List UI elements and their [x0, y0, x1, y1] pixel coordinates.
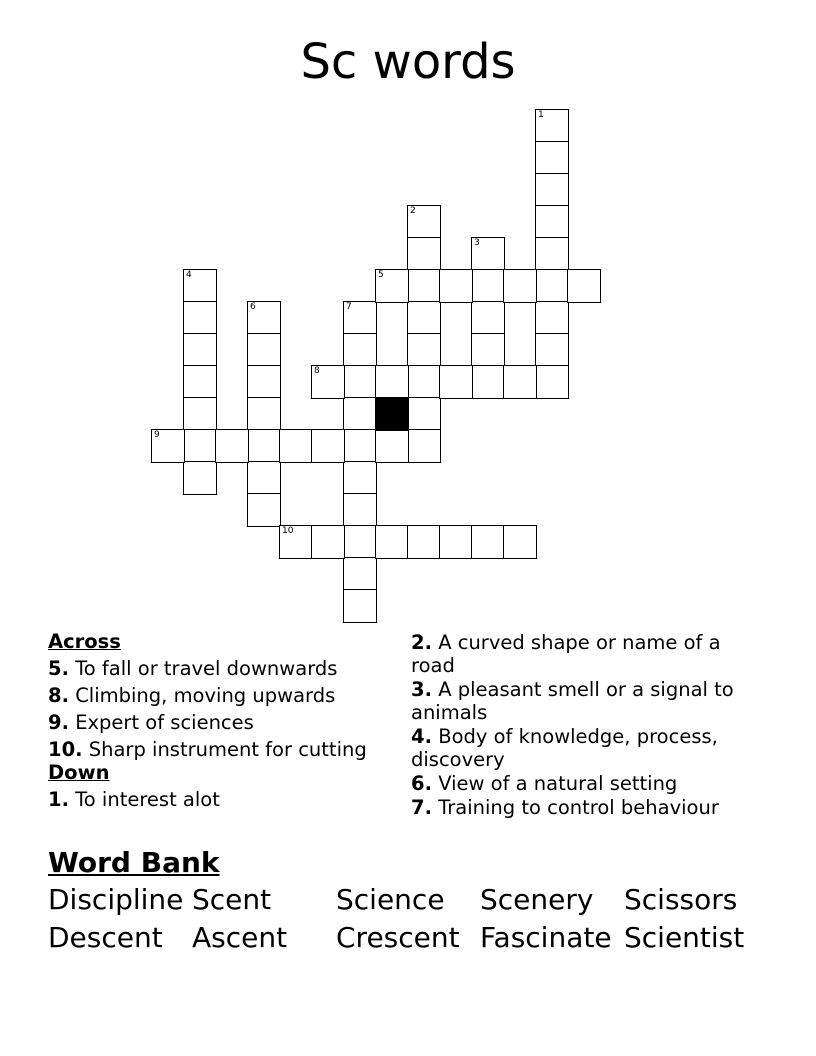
- crossword-cell[interactable]: [184, 398, 216, 430]
- page-title: Sc words: [300, 34, 516, 90]
- clue-across-9: [48, 711, 398, 734]
- crossword-cell[interactable]: [280, 526, 312, 558]
- crossword-cell[interactable]: [344, 366, 376, 398]
- clues-section: [0, 630, 816, 840]
- clue-number: 10.: [48, 738, 83, 761]
- word-bank-word: Descent: [48, 921, 163, 954]
- crossword-cell[interactable]: [344, 590, 376, 622]
- clue-down-6: [411, 772, 756, 795]
- crossword-cell[interactable]: [184, 430, 216, 462]
- crossword-cell[interactable]: [536, 110, 568, 142]
- crossword-cell[interactable]: [408, 366, 440, 398]
- crossword-cell[interactable]: [280, 430, 312, 462]
- word-bank-word: Ascent: [192, 921, 288, 954]
- clue-text: To interest alot: [75, 788, 220, 811]
- crossword-cell[interactable]: [248, 366, 280, 398]
- clue-number: 1.: [48, 788, 69, 811]
- crossword-cell[interactable]: [472, 526, 504, 558]
- crossword-cell[interactable]: [440, 270, 472, 302]
- crossword-cell[interactable]: [408, 398, 440, 430]
- crossword-cell[interactable]: [536, 174, 568, 206]
- crossword-cell[interactable]: [504, 270, 536, 302]
- clue-down-3: [411, 678, 756, 724]
- clues-left-column: [48, 630, 398, 811]
- clue-text: To fall or travel downwards: [75, 657, 338, 680]
- clue-text: Training to control behaviour: [438, 796, 719, 819]
- crossword-cell[interactable]: [312, 430, 344, 462]
- crossword-cell[interactable]: [472, 302, 504, 334]
- clue-across-8: [48, 684, 398, 707]
- across-heading: Across: [48, 630, 121, 653]
- crossword-cell[interactable]: [568, 270, 600, 302]
- clue-text: Body of knowledge, process, discovery: [411, 725, 718, 771]
- crossword-cell[interactable]: [248, 302, 280, 334]
- crossword-cell[interactable]: [184, 366, 216, 398]
- crossword-cell[interactable]: [408, 238, 440, 270]
- clue-number-label: 8: [314, 366, 320, 376]
- clue-text: A curved shape or name of a road: [411, 631, 721, 677]
- crossword-cell[interactable]: [536, 238, 568, 270]
- crossword-cell[interactable]: [536, 206, 568, 238]
- clue-down-4: [411, 725, 756, 771]
- crossword-cell[interactable]: [344, 398, 376, 430]
- clue-number-label: 7: [346, 302, 352, 312]
- clue-number: 9.: [48, 711, 69, 734]
- crossword-cell[interactable]: [248, 494, 280, 526]
- clue-number: 4.: [411, 725, 432, 748]
- crossword-cell[interactable]: [376, 270, 408, 302]
- word-bank-word: Science: [336, 883, 445, 916]
- crossword-cell[interactable]: [472, 366, 504, 398]
- crossword-cell[interactable]: [408, 270, 440, 302]
- crossword-cell[interactable]: [248, 430, 280, 462]
- crossword-cell[interactable]: [184, 270, 216, 302]
- clue-down-2: [411, 631, 756, 677]
- clue-number: 3.: [411, 678, 432, 701]
- clue-text: A pleasant smell or a signal to animals: [411, 678, 734, 724]
- crossword-cell[interactable]: [536, 334, 568, 366]
- clue-number: 7.: [411, 796, 432, 819]
- crossword-cell[interactable]: [536, 142, 568, 174]
- clue-text: Sharp instrument for cutting: [88, 738, 367, 761]
- word-bank-list: [48, 881, 768, 957]
- clue-across-5: [48, 657, 398, 680]
- black-square: [376, 398, 408, 430]
- clue-number-label: 3: [474, 238, 480, 248]
- crossword-cell[interactable]: [536, 302, 568, 334]
- clue-number: 8.: [48, 684, 69, 707]
- crossword-cell[interactable]: [184, 462, 216, 494]
- clue-down-7: [411, 796, 756, 819]
- word-bank-title: Word Bank: [48, 846, 220, 879]
- clue-number: 2.: [411, 631, 432, 654]
- crossword-cell[interactable]: [408, 302, 440, 334]
- word-bank-word: Scissors: [624, 883, 738, 916]
- clue-number-label: 2: [410, 206, 416, 216]
- clue-number: 5.: [48, 657, 69, 680]
- down-heading: Down: [48, 761, 110, 784]
- crossword-cell[interactable]: [472, 334, 504, 366]
- crossword-cell[interactable]: [408, 430, 440, 462]
- clue-text: Climbing, moving upwards: [75, 684, 336, 707]
- crossword-cell[interactable]: [344, 526, 376, 558]
- clue-number-label: 6: [250, 302, 256, 312]
- crossword-cell[interactable]: [184, 302, 216, 334]
- clue-across-10: [48, 738, 398, 761]
- crossword-cell[interactable]: [344, 558, 376, 590]
- clue-number-label: 10: [282, 526, 294, 536]
- crossword-cell[interactable]: [344, 430, 376, 462]
- crossword-cell[interactable]: [344, 494, 376, 526]
- clue-number: 6.: [411, 772, 432, 795]
- crossword-cell[interactable]: [408, 206, 440, 238]
- clue-down-1: [48, 788, 398, 811]
- clues-right-column: [411, 630, 756, 820]
- clue-text: View of a natural setting: [438, 772, 678, 795]
- clue-number-label: 1: [538, 110, 544, 120]
- crossword-cell[interactable]: [344, 334, 376, 366]
- crossword-cell[interactable]: [216, 430, 248, 462]
- word-bank-word: Discipline: [48, 883, 184, 916]
- word-bank-word: Fascinate: [480, 921, 612, 954]
- crossword-cell[interactable]: [376, 430, 408, 462]
- crossword-cell[interactable]: [344, 302, 376, 334]
- crossword-cell[interactable]: [376, 526, 408, 558]
- crossword-cell[interactable]: [472, 238, 504, 270]
- crossword-cell[interactable]: [248, 462, 280, 494]
- clue-text: Expert of sciences: [75, 711, 254, 734]
- word-bank: [48, 846, 768, 957]
- clue-number-label: 5: [378, 270, 384, 280]
- crossword-cell[interactable]: [248, 334, 280, 366]
- crossword-cell[interactable]: [504, 366, 536, 398]
- crossword-cell[interactable]: [440, 366, 472, 398]
- word-bank-word: Scent: [192, 883, 272, 916]
- crossword-cell[interactable]: [504, 526, 536, 558]
- crossword-cell[interactable]: [344, 462, 376, 494]
- crossword-cell[interactable]: [536, 366, 568, 398]
- clue-number-label: 9: [154, 430, 160, 440]
- word-bank-word: Crescent: [336, 921, 460, 954]
- clue-number-label: 4: [186, 270, 192, 280]
- word-bank-word: Scenery: [480, 883, 594, 916]
- crossword-cell[interactable]: [536, 270, 568, 302]
- crossword-cell[interactable]: [312, 526, 344, 558]
- crossword-cell[interactable]: [312, 366, 344, 398]
- crossword-cell[interactable]: [472, 270, 504, 302]
- crossword-cell[interactable]: [440, 526, 472, 558]
- word-bank-word: Scientist: [624, 921, 745, 954]
- crossword-cell[interactable]: [184, 334, 216, 366]
- crossword-cell[interactable]: [248, 398, 280, 430]
- crossword-cell[interactable]: [408, 526, 440, 558]
- crossword-cell[interactable]: [408, 334, 440, 366]
- crossword-cell[interactable]: [152, 430, 184, 462]
- crossword-cell[interactable]: [376, 366, 408, 398]
